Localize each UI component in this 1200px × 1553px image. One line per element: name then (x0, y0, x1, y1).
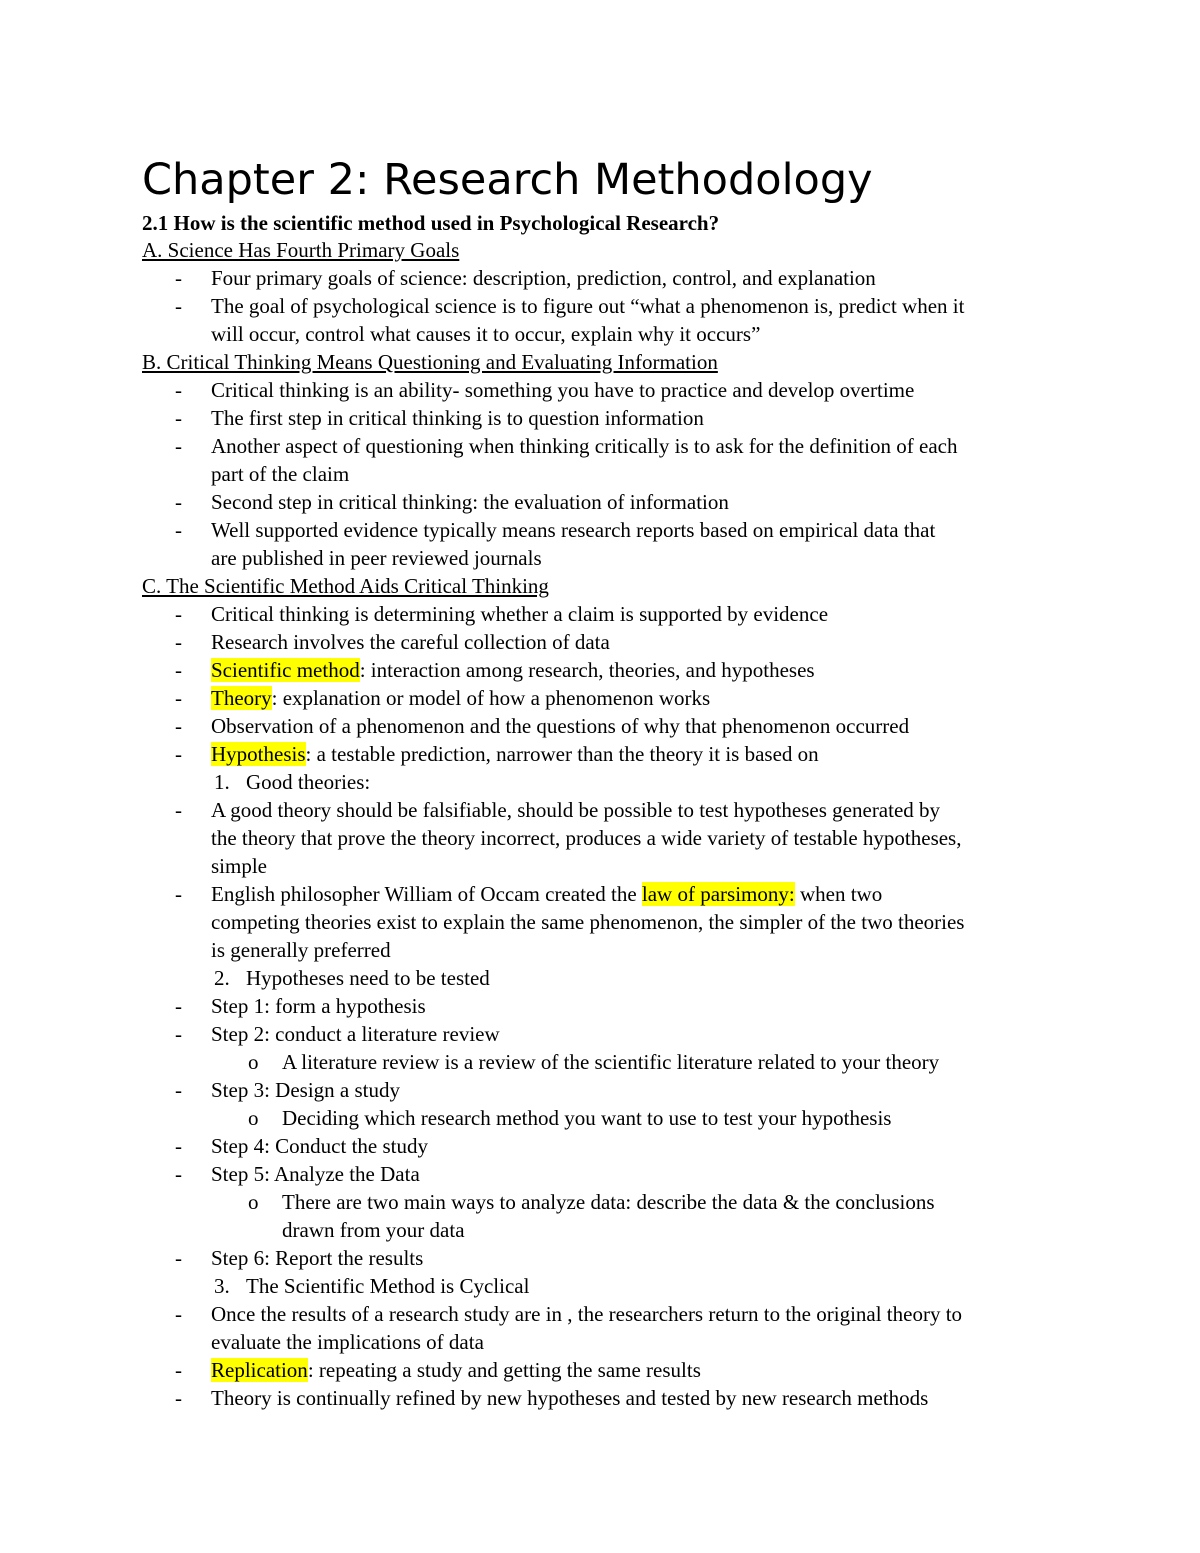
sub-list-item: Deciding which research method you want to use to test your hypothesis (282, 1106, 892, 1130)
list-item: The first step in critical thinking is to question information (211, 406, 704, 430)
list-item: Critical thinking is determining whether a claim is supported by evidence (211, 602, 829, 626)
bullet-dash: - (175, 882, 182, 906)
step-item: Step 1: form a hypothesis (211, 994, 426, 1018)
bullet-dash: - (175, 686, 182, 710)
list-item-theory (211, 684, 710, 712)
step-item: Step 4: Conduct the study (211, 1134, 428, 1158)
bullet-dash: - (175, 602, 182, 626)
highlighted-term: Theory (211, 686, 272, 710)
step-item: Step 6: Report the results (211, 1246, 424, 1270)
list-item: Well supported evidence typically means research reports based on empirical data that (211, 518, 936, 542)
list-item: Once the results of a research study are in , the researchers return to the original theory to (211, 1302, 963, 1326)
highlighted-term: Replication (211, 1358, 308, 1382)
list-item: Critical thinking is an ability- something you have to practice and develop overtime (211, 378, 915, 402)
section-a-heading: A. Science Has Fourth Primary Goals (142, 238, 460, 262)
bullet-dash: - (175, 1162, 182, 1186)
list-item-continuation: evaluate the implications of data (211, 1330, 484, 1354)
bullet-circle: o (248, 1050, 259, 1074)
list-number: 3. (214, 1274, 230, 1298)
list-item-continuation: is generally preferred (211, 938, 391, 962)
list-item: Four primary goals of science: description, prediction, control, and explanation (211, 266, 876, 290)
bullet-dash: - (175, 490, 182, 514)
bullet-dash: - (175, 1358, 182, 1382)
sub-list-item: There are two main ways to analyze data: describe the data & the conclusions (282, 1190, 935, 1214)
bullet-dash: - (175, 406, 182, 430)
bullet-dash: - (175, 1134, 182, 1158)
bullet-dash: - (175, 1246, 182, 1270)
bullet-circle: o (248, 1106, 259, 1130)
page-title: Chapter 2: Research Methodology (142, 155, 873, 205)
list-item-continuation: part of the claim (211, 462, 350, 486)
list-item-replication (211, 1356, 701, 1384)
list-item: Research involves the careful collection of data (211, 630, 610, 654)
numbered-item: Hypotheses need to be tested (246, 966, 490, 990)
list-item-continuation: simple (211, 854, 267, 878)
bullet-dash: - (175, 1386, 182, 1410)
bullet-dash: - (175, 798, 182, 822)
bullet-dash: - (175, 1302, 182, 1326)
item-text: English philosopher William of Occam created the (211, 882, 642, 906)
definition-text: : explanation or model of how a phenomenon works (271, 686, 711, 710)
bullet-dash: - (175, 658, 182, 682)
bullet-dash: - (175, 630, 182, 654)
list-item: Observation of a phenomenon and the questions of why that phenomenon occurred (211, 714, 910, 738)
sub-list-item-continuation: drawn from your data (282, 1218, 465, 1242)
definition-text: : interaction among research, theories, and hypotheses (359, 658, 815, 682)
list-number: 1. (214, 770, 230, 794)
list-item-continuation: are published in peer reviewed journals (211, 546, 542, 570)
list-item-continuation: competing theories exist to explain the same phenomenon, the simpler of the two theories (211, 910, 965, 934)
definition-text: : a testable prediction, narrower than the theory it is based on (305, 742, 819, 766)
section-c-heading: C. The Scientific Method Aids Critical Thinking (142, 574, 549, 598)
bullet-dash: - (175, 266, 182, 290)
highlighted-term: Scientific method (211, 658, 360, 682)
bullet-dash: - (175, 1022, 182, 1046)
list-item: The goal of psychological science is to figure out “what a phenomenon is, predict when it (211, 294, 965, 318)
sub-list-item: A literature review is a review of the scientific literature related to your theory (282, 1050, 940, 1074)
step-item: Step 3: Design a study (211, 1078, 400, 1102)
list-item-continuation: will occur, control what causes it to occur, explain why it occurs” (211, 322, 761, 346)
list-item-hypothesis (211, 740, 819, 768)
step-item: Step 2: conduct a literature review (211, 1022, 500, 1046)
bullet-dash: - (175, 742, 182, 766)
list-item: A good theory should be falsifiable, should be possible to test hypotheses generated by (211, 798, 941, 822)
numbered-item: Good theories: (246, 770, 371, 794)
highlighted-term: law of parsimony: (641, 882, 795, 906)
bullet-dash: - (175, 434, 182, 458)
bullet-dash: - (175, 378, 182, 402)
list-item-parsimony (211, 880, 882, 908)
section-b-heading: B. Critical Thinking Means Questioning and Evaluating Information (142, 350, 718, 374)
list-item-continuation: the theory that prove the theory incorrect, produces a wide variety of testable hypotheses, (211, 826, 962, 850)
list-number: 2. (214, 966, 230, 990)
numbered-item: The Scientific Method is Cyclical (246, 1274, 530, 1298)
definition-text: : repeating a study and getting the same results (307, 1358, 701, 1382)
list-item: Theory is continually refined by new hypotheses and tested by new research methods (211, 1386, 929, 1410)
step-item: Step 5: Analyze the Data (211, 1162, 420, 1186)
highlighted-term: Hypothesis (211, 742, 306, 766)
bullet-dash: - (175, 994, 182, 1018)
list-item: Another aspect of questioning when thinking critically is to ask for the definition of each (211, 434, 958, 458)
section-subtitle: 2.1 How is the scientific method used in Psychological Research? (142, 211, 720, 235)
list-item: Second step in critical thinking: the evaluation of information (211, 490, 729, 514)
bullet-circle: o (248, 1190, 259, 1214)
bullet-dash: - (175, 518, 182, 542)
list-item-scientific-method (211, 656, 815, 684)
bullet-dash: - (175, 294, 182, 318)
item-text: when two (794, 882, 883, 906)
bullet-dash: - (175, 714, 182, 738)
bullet-dash: - (175, 1078, 182, 1102)
